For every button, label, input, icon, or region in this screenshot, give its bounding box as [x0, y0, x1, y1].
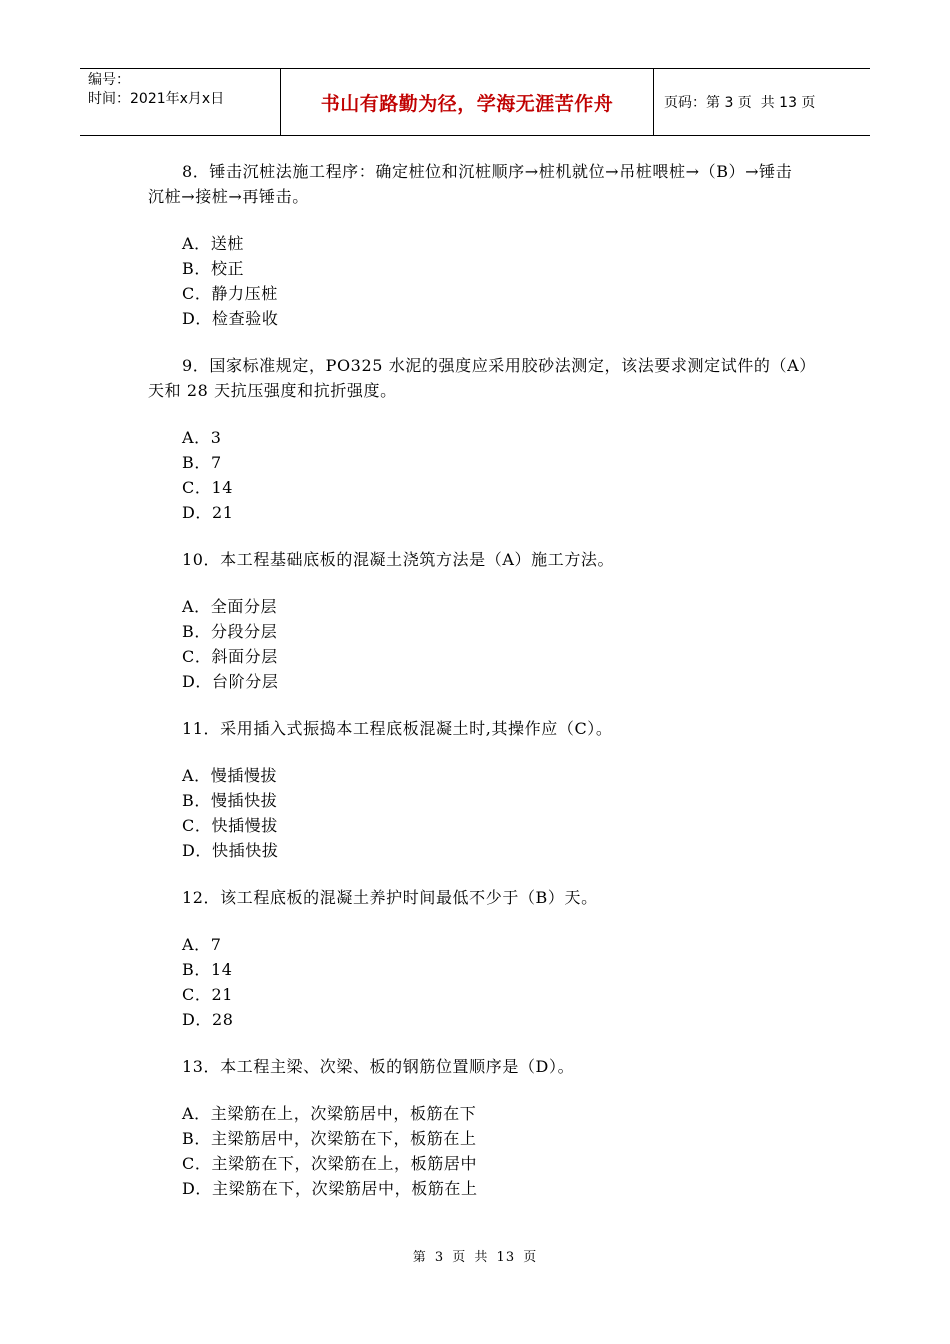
- question-stem: 12．该工程底板的混凝土养护时间最低不少于（B）天。: [182, 888, 598, 907]
- question-stem: 11．采用插入式振捣本工程底板混凝土时,其操作应（C）。: [182, 719, 613, 738]
- option: B．14: [182, 960, 233, 979]
- page-footer: 第 3 页 共 13 页: [412, 1250, 538, 1265]
- option: C．14: [182, 478, 234, 497]
- question-stem: 10．本工程基础底板的混凝土浇筑方法是（A）施工方法。: [182, 550, 615, 569]
- header-page-info: [654, 69, 870, 135]
- page-header: [80, 68, 870, 136]
- page-info-text: 页码：第 3 页 共 13 页: [664, 95, 816, 111]
- option: A．慢插慢拔: [182, 766, 278, 785]
- option: A．7: [182, 935, 222, 954]
- header-meta: [80, 69, 281, 135]
- option: D．主梁筋在下，次梁筋居中，板筋在上: [182, 1179, 478, 1198]
- option: C．快插慢拔: [182, 816, 278, 835]
- option: C．主梁筋在下，次梁筋在上，板筋居中: [182, 1154, 478, 1173]
- question-stem: 8．锤击沉桩法施工程序：确定桩位和沉桩顺序→桩机就位→吊桩喂桩→（B）→锤击沉桩→接桩→再锤击。: [148, 162, 793, 206]
- option: B．慢插快拔: [182, 791, 278, 810]
- option: C．21: [182, 985, 234, 1004]
- option: A．全面分层: [182, 597, 278, 616]
- option: D．检查验收: [182, 309, 279, 328]
- option: D．21: [182, 503, 234, 522]
- time-label: 时间：2021年x月x日: [88, 91, 225, 107]
- option: B．7: [182, 453, 222, 472]
- option: D．台阶分层: [182, 672, 279, 691]
- question-stem: 9．国家标准规定，PO325 水泥的强度应采用胶砂法测定，该法要求测定试件的（A）天和 28 天抗压强度和抗折强度。: [148, 356, 808, 400]
- option: C．斜面分层: [182, 647, 278, 666]
- option: D．28: [182, 1010, 234, 1029]
- number-label: 编号：: [88, 72, 130, 88]
- option: A．送桩: [182, 234, 244, 253]
- option: A．3: [182, 428, 222, 447]
- option: B．校正: [182, 259, 245, 278]
- header-motto: 书山有路勤为径，学海无涯苦作舟: [281, 69, 654, 135]
- option: B．主梁筋居中，次梁筋在下，板筋在上: [182, 1129, 477, 1148]
- option: B．分段分层: [182, 622, 278, 641]
- question-stem: 13．本工程主梁、次梁、板的钢筋位置顺序是（D）。: [182, 1057, 575, 1076]
- option: C．静力压桩: [182, 284, 278, 303]
- option: D．快插快拔: [182, 841, 279, 860]
- option: A．主梁筋在上，次梁筋居中，板筋在下: [182, 1104, 477, 1123]
